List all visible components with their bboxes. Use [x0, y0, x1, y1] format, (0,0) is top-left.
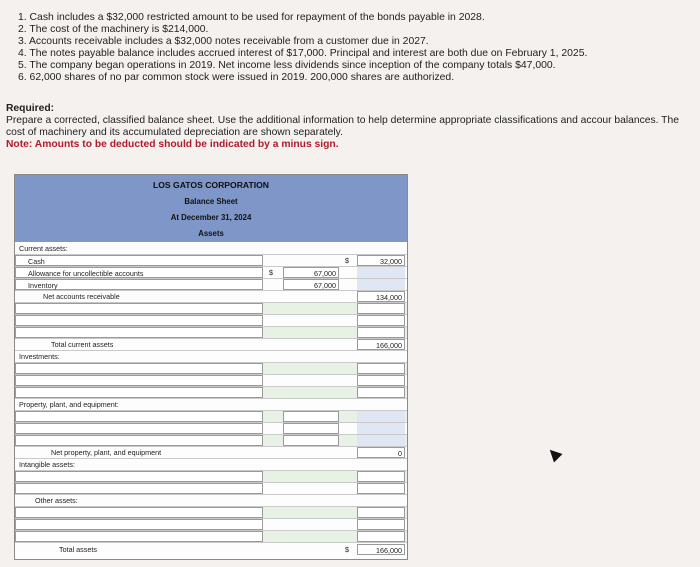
blank-cell	[357, 267, 405, 278]
blank-input[interactable]	[15, 519, 263, 530]
inventory-amount-input[interactable]: 67,000	[283, 279, 339, 290]
blank-input[interactable]	[15, 471, 263, 482]
blank-input[interactable]	[283, 411, 339, 422]
other-assets-label: Other assets:	[35, 496, 78, 505]
net-ppe-input[interactable]: 0	[357, 447, 405, 458]
investments-label: Investments:	[19, 352, 60, 361]
net-ar-label: Net accounts receivable	[43, 292, 120, 301]
blank-input[interactable]	[283, 435, 339, 446]
inventory-label-input[interactable]: Inventory	[15, 279, 263, 290]
ppe-label: Property, plant, and equipment:	[19, 400, 119, 409]
net-ar-amount-input[interactable]: 134,000	[357, 291, 405, 302]
blank-input[interactable]	[357, 483, 405, 494]
blank-input[interactable]	[357, 327, 405, 338]
blank-input[interactable]	[15, 363, 263, 374]
note-4: 4. The notes payable balance includes accrued interest of $17,000. Principal and interest are both due on February 1, 2025.	[18, 48, 588, 59]
blank-input[interactable]	[357, 315, 405, 326]
blank-input[interactable]	[283, 423, 339, 434]
blank-input[interactable]	[15, 327, 263, 338]
blank-input[interactable]	[357, 363, 405, 374]
blank-input[interactable]	[357, 375, 405, 386]
table-row	[15, 243, 407, 255]
blank-input[interactable]	[357, 303, 405, 314]
table-row	[15, 291, 407, 303]
blank-input[interactable]	[15, 507, 263, 518]
mouse-cursor-icon	[546, 446, 563, 463]
note-1: 1. Cash includes a $32,000 restricted amount to be used for repayment of the bonds payable in 2028.	[18, 12, 485, 23]
balance-sheet-form	[14, 174, 408, 560]
allowance-amount-input[interactable]: 67,000	[283, 267, 339, 278]
table-row	[15, 411, 407, 423]
blank-input[interactable]	[15, 303, 263, 314]
note-6: 6. 62,000 shares of no par common stock were issued in 2019. 200,000 shares are authorized.	[18, 72, 455, 83]
minus-sign-note: Note: Amounts to be deducted should be indicated by a minus sign.	[6, 139, 339, 150]
note-3: 3. Accounts receivable includes a $32,000 notes receivable from a customer due in 2027.	[18, 36, 429, 47]
statement-date: At December 31, 2024	[170, 213, 252, 222]
table-row	[15, 255, 407, 267]
statement-name: Balance Sheet	[184, 197, 238, 206]
table-row	[15, 447, 407, 459]
table-row	[15, 279, 407, 291]
company-name: LOS GATOS CORPORATION	[152, 180, 270, 190]
blank-input[interactable]	[357, 507, 405, 518]
blank-input[interactable]	[357, 519, 405, 530]
table-row	[15, 495, 407, 507]
table-row	[15, 351, 407, 363]
required-heading: Required:	[6, 103, 55, 114]
allowance-label-input[interactable]: Allowance for uncollectible accounts	[15, 267, 263, 278]
dollar-sign: $	[269, 268, 273, 277]
blank-input[interactable]	[357, 471, 405, 482]
table-row	[15, 544, 407, 555]
table-row	[15, 519, 407, 531]
table-row	[15, 507, 407, 519]
table-row	[15, 483, 407, 495]
dollar-sign: $	[345, 256, 349, 265]
blank-input[interactable]	[357, 387, 405, 398]
table-row	[15, 387, 407, 399]
blank-input[interactable]	[15, 411, 263, 422]
total-assets-label: Total assets	[59, 545, 97, 554]
total-current-input[interactable]: 166,000	[357, 339, 405, 350]
problem-notes	[18, 12, 587, 84]
blank-input[interactable]	[15, 483, 263, 494]
intangible-label: Intangible assets:	[19, 460, 75, 469]
blank-input[interactable]	[15, 375, 263, 386]
table-row	[15, 267, 407, 279]
table-row	[15, 435, 407, 447]
blank-input[interactable]	[15, 315, 263, 326]
cash-amount-input[interactable]: 32,000	[357, 255, 405, 266]
table-row	[15, 315, 407, 327]
table-row	[15, 327, 407, 339]
blank-cell	[357, 435, 405, 446]
net-ppe-label: Net property, plant, and equipment	[51, 448, 162, 457]
required-section	[6, 103, 700, 151]
blank-input[interactable]	[15, 423, 263, 434]
table-row	[15, 339, 407, 351]
note-2: 2. The cost of the machinery is $214,000.	[18, 24, 209, 35]
table-row	[15, 531, 407, 543]
table-row	[15, 423, 407, 435]
blank-input[interactable]	[15, 435, 263, 446]
blank-input[interactable]	[357, 531, 405, 542]
blank-input[interactable]	[15, 531, 263, 542]
table-row	[15, 363, 407, 375]
dollar-sign: $	[345, 545, 349, 554]
blank-cell	[357, 279, 405, 290]
section-title: Assets	[198, 229, 224, 238]
table-row	[15, 459, 407, 471]
total-assets-input[interactable]: 166,000	[357, 544, 405, 555]
cash-label-input[interactable]: Cash	[15, 255, 263, 266]
current-assets-label: Current assets:	[19, 244, 68, 253]
total-current-label: Total current assets	[51, 340, 114, 349]
balance-sheet-header	[15, 175, 407, 242]
required-text: Prepare a corrected, classified balance sheet. Use the additional information to help determine appropriate classifications and accour balances. The cost of machinery and its accumulated depreciation are shown separately.	[6, 115, 679, 138]
blank-cell	[357, 411, 405, 422]
blank-cell	[357, 423, 405, 434]
table-row	[15, 399, 407, 411]
table-row	[15, 375, 407, 387]
table-row	[15, 471, 407, 483]
table-row	[15, 303, 407, 315]
blank-input[interactable]	[15, 387, 263, 398]
note-5: 5. The company began operations in 2019. Net income less dividends since inception of the company totals $47,000.	[18, 60, 556, 71]
